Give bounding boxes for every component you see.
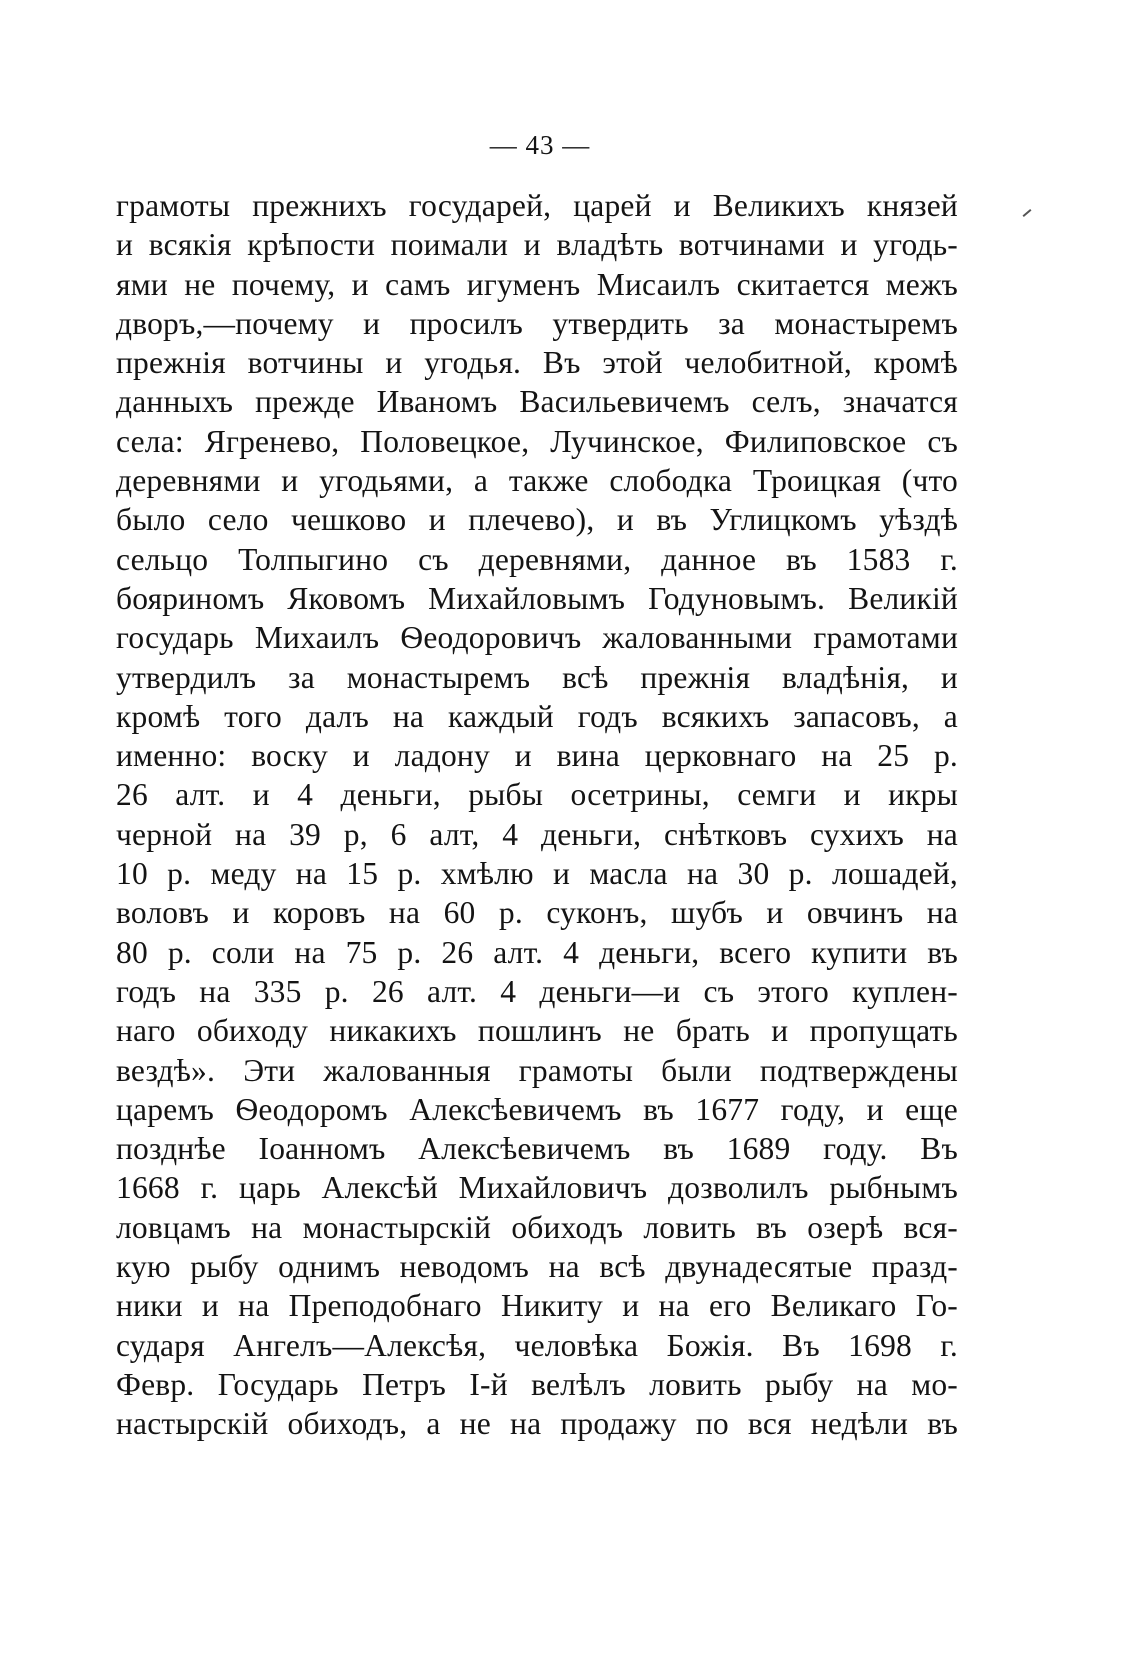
text-line: кромѣ того далъ на каждый годъ всякихъ запасовъ, а bbox=[116, 698, 958, 734]
text-line: наго обиходу никакихъ пошлинъ не брать и пропущать bbox=[116, 1013, 958, 1049]
text-line: позднѣе Іоанномъ Алексѣевичемъ въ 1689 году. Въ bbox=[116, 1131, 958, 1167]
page-number: — 43 — bbox=[489, 130, 591, 160]
text-line: воловъ и коровъ на 60 р. суконъ, шубъ и овчинъ на bbox=[116, 895, 958, 931]
margin-mark bbox=[1023, 209, 1032, 217]
text-line: было село чешково и плечево), и въ Углицкомъ уѣздѣ bbox=[116, 502, 958, 538]
text-line: данныхъ прежде Иваномъ Васильевичемъ селъ, значатся bbox=[116, 384, 958, 420]
text-line: царемъ Ѳеодоромъ Алексѣевичемъ въ 1677 году, и еще bbox=[116, 1091, 958, 1127]
text-line: ями не почему, и самъ игуменъ Мисаилъ скитается межъ bbox=[116, 266, 958, 302]
text-line: сельцо Толпыгино съ деревнями, данное въ 1583 г. bbox=[116, 541, 958, 577]
text-line: Февр. Государь Петръ I-й велѣлъ ловить рыбу на мо- bbox=[116, 1366, 958, 1402]
text-line: грамоты прежнихъ государей, царей и Великихъ князей bbox=[116, 188, 958, 223]
text-line: настырскій обиходъ, а не на продажу по вся недѣли въ bbox=[116, 1406, 958, 1442]
text-line: прежнія вотчины и угодья. Въ этой челобитной, кромѣ bbox=[116, 345, 958, 381]
text-line: ники и на Преподобнаго Никиту и на его Великаго Го- bbox=[116, 1288, 958, 1324]
text-line: бояриномъ Яковомъ Михайловымъ Годуновымъ. Великій bbox=[116, 580, 958, 616]
body-text bbox=[116, 186, 958, 1444]
text-line: вездѣ». Эти жалованныя грамоты были подтверждены bbox=[116, 1052, 958, 1088]
text-line: деревнями и угодьями, а также слободка Троицкая (что bbox=[116, 463, 958, 499]
text-line: 80 р. соли на 75 р. 26 алт. 4 деньги, всего купити въ bbox=[116, 934, 958, 970]
text-line: села: Ягренево, Половецкое, Лучинское, Филиповское съ bbox=[116, 423, 958, 459]
text-line: и всякія крѣпости поимали и владѣть вотчинами и угодь- bbox=[116, 227, 958, 263]
text-line: именно: воску и ладону и вина церковнаго на 25 р. bbox=[116, 738, 958, 774]
text-line: утвердилъ за монастыремъ всѣ прежнія владѣнія, и bbox=[116, 659, 958, 695]
text-line: 1668 г. царь Алексѣй Михайловичъ дозволилъ рыбнымъ bbox=[116, 1170, 958, 1206]
text-line: сударя Ангелъ—Алексѣя, человѣка Божія. Въ 1698 г. bbox=[116, 1327, 958, 1363]
text-line: ловцамъ на монастырскій обиходъ ловить въ озерѣ вся- bbox=[116, 1209, 958, 1245]
text-line: государь Михаилъ Ѳеодоровичъ жалованными грамотами bbox=[116, 620, 958, 656]
text-line: 26 алт. и 4 деньги, рыбы осетрины, семги и икры bbox=[116, 777, 958, 813]
text-line: 10 р. меду на 15 р. хмѣлю и масла на 30 р. лошадей, bbox=[116, 856, 958, 892]
text-line: дворъ,—почему и просилъ утвердить за монастыремъ bbox=[116, 305, 958, 341]
text-line: годъ на 335 р. 26 алт. 4 деньги—и съ этого куплен- bbox=[116, 973, 958, 1009]
text-line: кую рыбу однимъ неводомъ на всѣ двунадесятые празд- bbox=[116, 1249, 958, 1285]
text-line: черной на 39 р, 6 алт, 4 деньги, снѣтковъ сухихъ на bbox=[116, 816, 958, 852]
